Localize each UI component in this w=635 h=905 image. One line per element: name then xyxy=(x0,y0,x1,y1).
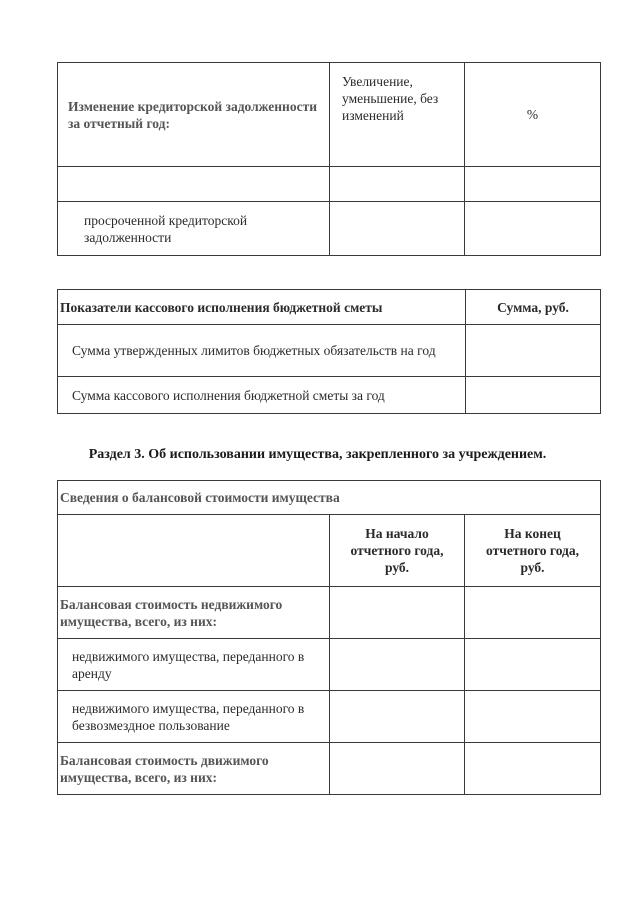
percent-column-header: % xyxy=(465,63,601,167)
budget-execution-table xyxy=(57,289,601,414)
real-estate-free-use-start-cell xyxy=(330,691,465,743)
movable-property-total-start-cell xyxy=(330,743,465,795)
cash-execution-sum-cell xyxy=(466,377,601,414)
real-estate-leased-start-cell xyxy=(330,639,465,691)
movable-property-total-end-cell xyxy=(465,743,601,795)
end-of-year-column-header: На конец отчетного года, руб. xyxy=(465,515,601,587)
movable-property-total-label: Балансовая стоимость движимого имущества, всего, из них: xyxy=(58,743,330,795)
real-estate-total-label: Балансовая стоимость недвижимого имущества, всего, из них: xyxy=(58,587,330,639)
creditor-debt-row-percent-cell xyxy=(465,167,601,202)
overdue-creditor-debt-label: просроченной кредиторской задолженности xyxy=(58,202,330,256)
approved-limits-sum-cell xyxy=(466,325,601,377)
real-estate-free-use-label: недвижимого имущества, переданного в безвозмездное пользование xyxy=(58,691,330,743)
creditor-debt-header-label: Изменение кредиторской задолженности за отчетный год: xyxy=(58,63,330,167)
start-of-year-column-header: На начало отчетного года, руб. xyxy=(330,515,465,587)
creditor-debt-row-change-cell xyxy=(330,167,465,202)
real-estate-total-start-cell xyxy=(330,587,465,639)
real-estate-leased-label: недвижимого имущества, переданного в аренду xyxy=(58,639,330,691)
overdue-creditor-debt-change-cell xyxy=(330,202,465,256)
overdue-creditor-debt-percent-cell xyxy=(465,202,601,256)
property-value-title: Сведения о балансовой стоимости имущества xyxy=(58,481,601,515)
sum-column-header: Сумма, руб. xyxy=(466,290,601,325)
approved-limits-label: Сумма утвержденных лимитов бюджетных обязательств на год xyxy=(58,325,466,377)
cash-execution-label: Сумма кассового исполнения бюджетной сметы за год xyxy=(58,377,466,414)
change-column-header: Увеличение, уменьшение, без изменений xyxy=(330,63,465,167)
creditor-debt-row-label xyxy=(58,167,330,202)
property-header-empty-cell xyxy=(58,515,330,587)
property-value-table xyxy=(57,480,601,795)
budget-execution-header-label: Показатели кассового исполнения бюджетной сметы xyxy=(58,290,466,325)
real-estate-total-end-cell xyxy=(465,587,601,639)
real-estate-leased-end-cell xyxy=(465,639,601,691)
section-3-title: Раздел 3. Об использовании имущества, закрепленного за учреждением. xyxy=(88,447,547,462)
real-estate-free-use-end-cell xyxy=(465,691,601,743)
creditor-debt-table xyxy=(57,62,601,256)
